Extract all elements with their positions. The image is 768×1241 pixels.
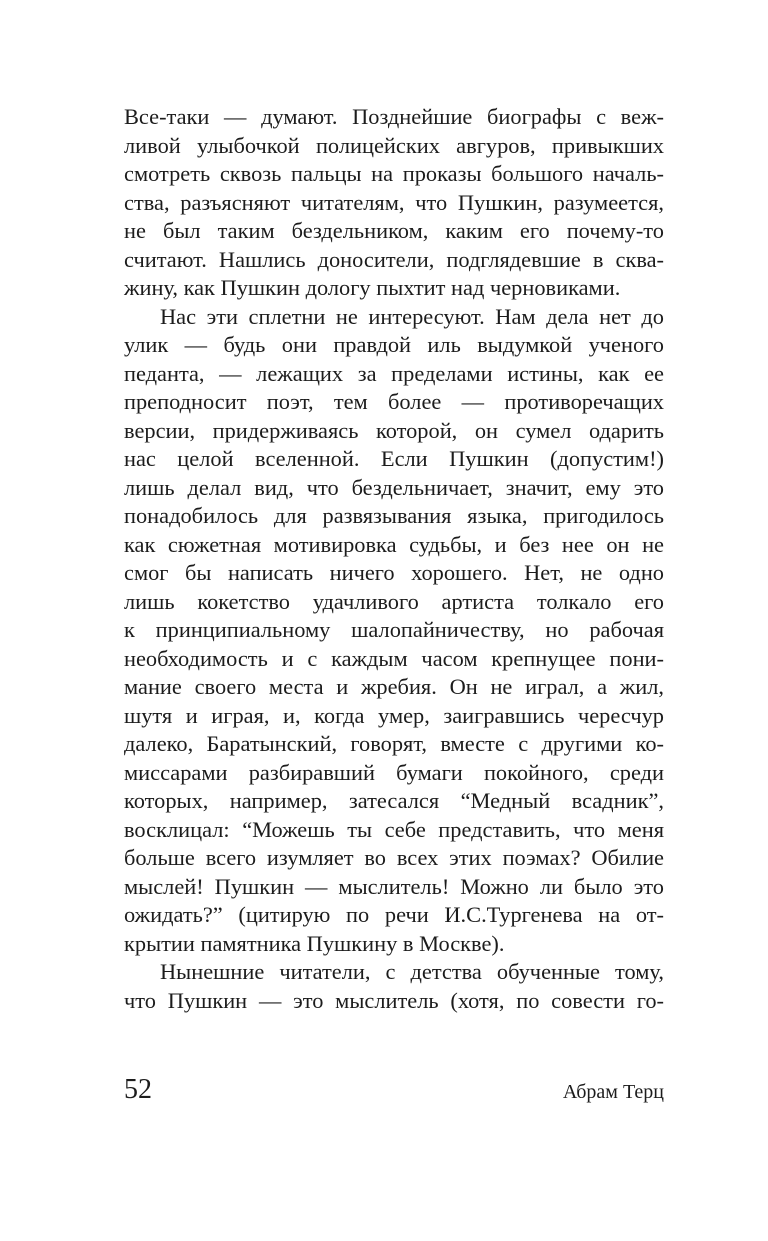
text-line: педанта, — лежащих за пределами истины, как ее [124, 360, 664, 386]
text-line: жину, как Пушкин дологу пыхтит над черновиками. [124, 275, 621, 300]
text-line: лишь кокетство удачливого артиста толкало его [124, 588, 664, 614]
text-line: смотреть сквозь пальцы на проказы большого началь- [124, 161, 664, 186]
text-line: Все-таки — думают. Позднейшие биографы с веж- [124, 104, 664, 129]
text-line: понадобилось для развязывания языка, пригодилось [124, 503, 664, 528]
text-line: что Пушкин — это мыслитель (хотя, по совести го- [124, 987, 664, 1013]
text-line: крытии памятника Пушкину в Москве). [124, 930, 505, 956]
text-line: далеко, Баратынский, говорят, вместе с другими ко- [124, 731, 664, 756]
text-line: необходимость и с каждым часом крепнущее пони- [124, 645, 664, 671]
text-line: больше всего изумляет во всех этих поэмах? Обилие [124, 845, 664, 870]
text-line: как сюжетная мотивировка судьбы, и без нее он не [124, 531, 664, 557]
text-line: восклицал: “Можешь ты себе представить, что меня [124, 816, 664, 842]
text-line: не был таким бездельником, каким его почему-то [124, 218, 664, 243]
text-line: шутя и играя, и, когда умер, заигравшись чересчур [124, 702, 664, 728]
text-line: ливой улыбочкой полицейских авгуров, привыкших [124, 132, 664, 158]
text-line: версии, придерживаясь которой, он сумел одарить [124, 417, 664, 443]
running-author: Абрам Терц [562, 1081, 664, 1103]
text-line: считают. Нашлись доносители, подглядевшие в сква- [124, 246, 664, 272]
body-text [124, 103, 664, 1015]
text-line: к принципиальному шалопайничеству, но рабочая [124, 617, 664, 642]
text-line: ства, разъясняют читателям, что Пушкин, разумеется, [124, 189, 664, 215]
text-line: миссарами разбиравший бумаги покойного, среди [124, 759, 664, 785]
text-line: Нынешние читатели, с детства обученные тому, [160, 959, 664, 984]
text-line: ожидать?” (цитирую по речи И.С.Тургенева на от- [124, 902, 664, 927]
text-line: преподносит поэт, тем более — противоречащих [124, 389, 664, 414]
text-line: лишь делал вид, что бездельничает, значит, ему это [124, 474, 664, 500]
text-line: улик — будь они правдой иль выдумкой ученого [124, 332, 664, 357]
text-line: смог бы написать ничего хорошего. Нет, не одно [124, 560, 664, 585]
text-line: мыслей! Пушкин — мыслитель! Можно ли было это [124, 873, 664, 899]
text-line: Нас эти сплетни не интересуют. Нам дела нет до [160, 303, 664, 329]
text-line: мание своего места и жребия. Он не играл, а жил, [124, 674, 664, 699]
text-line: которых, например, затесался “Медный всадник”, [124, 788, 664, 813]
text-line: нас целой вселенной. Если Пушкин (допустим!) [124, 446, 664, 471]
page-number: 52 [124, 1074, 152, 1105]
